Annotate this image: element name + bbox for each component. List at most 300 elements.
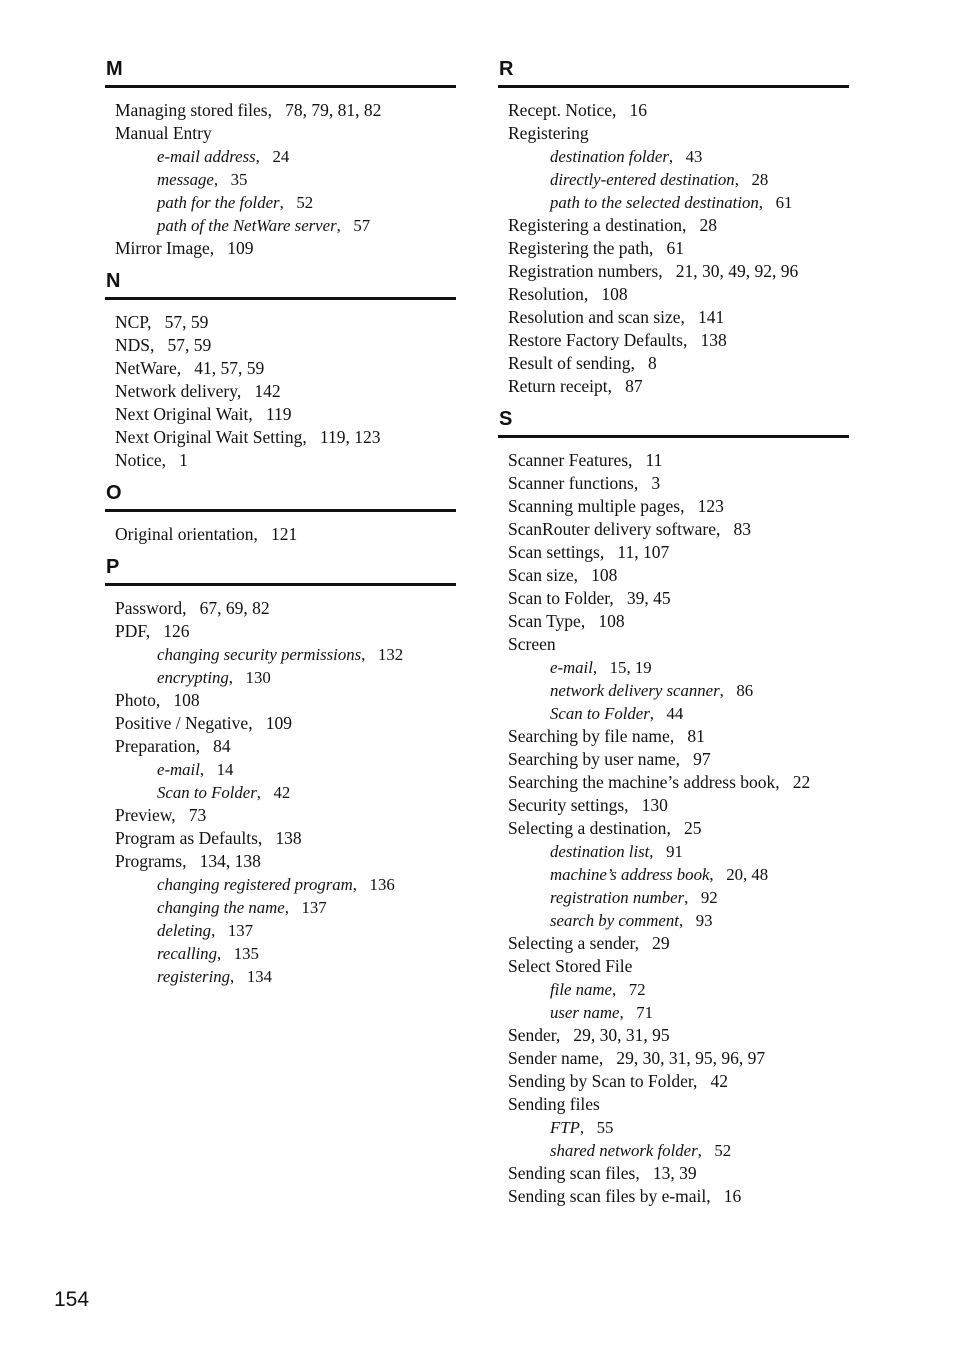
entry-page-refs: 13, 39 [652, 1163, 697, 1183]
index-entry [508, 817, 849, 840]
entry-separator: , [213, 170, 231, 189]
entry-page-refs: 35 [230, 170, 248, 189]
entry-separator: , [209, 238, 228, 258]
index-subentry [508, 145, 849, 168]
entry-separator: , [352, 875, 370, 894]
index-entry [508, 564, 849, 587]
entry-page-refs: 108 [601, 284, 628, 304]
index-entry [115, 380, 456, 403]
entry-term: changing the name [157, 898, 285, 917]
entry-separator: , [624, 795, 642, 815]
entry-term: recalling [157, 944, 217, 963]
entry-separator: , [267, 100, 286, 120]
entry-separator: , [648, 238, 667, 258]
index-entry [508, 771, 849, 794]
entry-separator: , [675, 749, 694, 769]
entry-separator: , [678, 911, 696, 930]
index-entry [508, 306, 849, 329]
index-entry [508, 518, 849, 541]
index-entry [508, 495, 849, 518]
entry-separator: , [649, 842, 667, 861]
entry-term: changing security permissions [157, 645, 362, 664]
index-entry [115, 99, 456, 122]
section-letter-heading: M [105, 58, 456, 88]
entry-term: search by comment [550, 911, 679, 930]
index-subentry [115, 666, 456, 689]
index-entry [115, 804, 456, 827]
entry-separator: , [715, 519, 734, 539]
index-subentry [508, 909, 849, 932]
entry-separator: , [628, 450, 646, 470]
entry-term: changing registered program [157, 875, 353, 894]
entry-separator: , [649, 704, 667, 723]
entry-separator: , [697, 1141, 715, 1160]
entry-page-refs: 8 [648, 353, 657, 373]
entry-separator: , [216, 944, 234, 963]
entry-page-refs: 52 [296, 193, 314, 212]
entry-separator: , [611, 100, 630, 120]
entry-separator: , [682, 215, 700, 235]
entry-term: destination list [550, 842, 650, 861]
entry-page-refs: 97 [693, 749, 711, 769]
index-entry [508, 329, 849, 352]
entry-page-refs: 138 [700, 330, 727, 350]
index-entry [508, 1070, 849, 1093]
index-subentry [508, 840, 849, 863]
index-subentry [508, 656, 849, 679]
entry-page-refs: 11 [645, 450, 663, 470]
entry-separator: , [630, 353, 648, 373]
index-entry [508, 122, 849, 145]
entry-page-refs: 42 [273, 783, 291, 802]
index-subentry [115, 214, 456, 237]
index-entry [508, 214, 849, 237]
entry-page-refs: 22 [792, 772, 811, 792]
entry-term: Password [115, 598, 183, 618]
entry-term: Notice [115, 450, 162, 470]
entry-term: Registering a destination [508, 215, 682, 235]
index-entry [508, 99, 849, 122]
entry-separator: , [579, 1118, 597, 1137]
entry-page-refs: 142 [254, 381, 281, 401]
entry-separator: , [666, 818, 684, 838]
entry-term: e-mail [157, 760, 200, 779]
index-entry [508, 794, 849, 817]
entry-separator: , [719, 681, 737, 700]
entry-separator: , [211, 921, 228, 940]
entry-term: Result of sending [508, 353, 631, 373]
entry-term: PDF [115, 621, 146, 641]
index-entry [115, 735, 456, 758]
index-entry [508, 932, 849, 955]
entry-page-refs: 43 [685, 147, 703, 166]
entry-term: Sending scan files [508, 1163, 636, 1183]
entry-term: encrypting [157, 668, 229, 687]
entry-page-refs: 29, 30, 31, 95 [573, 1025, 670, 1045]
entry-page-refs: 109 [265, 713, 292, 733]
index-entry [115, 850, 456, 873]
index-entry [115, 712, 456, 735]
index-column-right [498, 58, 849, 1218]
entry-page-refs: 108 [591, 565, 618, 585]
entry-page-refs: 28 [699, 215, 717, 235]
index-entry [508, 449, 849, 472]
index-entry [508, 1185, 849, 1208]
entry-term: NDS [115, 335, 151, 355]
entry-page-refs: 108 [598, 611, 625, 631]
index-entry [115, 449, 456, 472]
entry-separator: , [682, 330, 701, 350]
index-entry [508, 1047, 849, 1070]
index-section-n [105, 270, 456, 472]
entry-term: Security settings [508, 795, 625, 815]
entry-separator: , [182, 598, 200, 618]
index-entry [115, 311, 456, 334]
entry-term: Sender [508, 1025, 556, 1045]
entry-page-refs: 25 [683, 818, 702, 838]
entry-term: Managing stored files [115, 100, 268, 120]
index-entry-list [105, 300, 456, 472]
entry-term: Next Original Wait Setting [115, 427, 303, 447]
entry-term: Network delivery [115, 381, 237, 401]
entry-separator: , [199, 760, 217, 779]
entry-page-refs: 21, 30, 49, 92, 96 [675, 261, 799, 281]
entry-separator: , [611, 980, 629, 999]
entry-separator: , [284, 898, 302, 917]
entry-separator: , [555, 1025, 574, 1045]
entry-separator: , [182, 851, 200, 871]
entry-separator: , [607, 376, 626, 396]
entry-page-refs: 73 [188, 805, 207, 825]
index-entry [115, 357, 456, 380]
entry-term: Searching by file name [508, 726, 670, 746]
entry-separator: , [248, 404, 266, 424]
entry-separator: , [658, 261, 676, 281]
entry-term: NCP [115, 312, 148, 332]
entry-separator: , [668, 147, 686, 166]
index-subentry [115, 942, 456, 965]
entry-separator: , [302, 427, 320, 447]
entry-separator: , [155, 690, 174, 710]
index-entry [508, 352, 849, 375]
index-subentry [115, 758, 456, 781]
index-subentry [115, 781, 456, 804]
entry-page-refs: 57, 59 [167, 335, 212, 355]
entry-separator: , [619, 1003, 637, 1022]
entry-page-refs: 130 [245, 668, 271, 687]
entry-term: deleting [157, 921, 212, 940]
entry-term: Scanner functions [508, 473, 634, 493]
index-subentry [508, 978, 849, 1001]
entry-term: Preview [115, 805, 172, 825]
entry-term: e-mail [550, 658, 593, 677]
entry-term: destination folder [550, 147, 669, 166]
index-entry [115, 523, 456, 546]
index-entry [508, 955, 849, 978]
entry-separator: , [336, 216, 354, 235]
entry-term: Sender name [508, 1048, 599, 1068]
entry-term: Selecting a destination [508, 818, 667, 838]
index-entry [508, 375, 849, 398]
entry-page-refs: 44 [666, 704, 684, 723]
entry-term: Scan settings [508, 542, 600, 562]
index-entry [508, 541, 849, 564]
index-entry [508, 610, 849, 633]
entry-term: Sending by Scan to Folder [508, 1071, 693, 1091]
index-subentry [115, 919, 456, 942]
entry-separator: , [150, 335, 168, 355]
entry-page-refs: 109 [227, 238, 254, 258]
entry-term: path to the selected destination [550, 193, 759, 212]
index-entry-list [105, 88, 456, 260]
entry-term: path for the folder [157, 193, 280, 212]
entry-separator: , [171, 805, 189, 825]
entry-term: Scan to Folder [508, 588, 610, 608]
entry-page-refs: 42 [710, 1071, 728, 1091]
index-entry [508, 237, 849, 260]
entry-separator: , [255, 147, 273, 166]
entry-page-refs: 52 [714, 1141, 732, 1160]
entry-term: user name [550, 1003, 620, 1022]
entry-separator: , [257, 828, 276, 848]
entry-page-refs: 132 [377, 645, 404, 664]
entry-page-refs: 137 [301, 898, 327, 917]
entry-term: Return receipt [508, 376, 608, 396]
entry-term: Sending scan files by e-mail [508, 1186, 707, 1206]
index-section-o [105, 482, 456, 546]
entry-page-refs: 86 [736, 681, 754, 700]
index-subentry [508, 191, 849, 214]
entry-term: Restore Factory Defaults [508, 330, 683, 350]
index-entry [508, 725, 849, 748]
entry-separator: , [680, 307, 699, 327]
index-entry-list [498, 88, 849, 398]
entry-page-refs: 1 [179, 450, 188, 470]
index-entry [115, 620, 456, 643]
entry-separator: , [634, 933, 653, 953]
index-subentry [508, 1139, 849, 1162]
index-subentry [508, 679, 849, 702]
index-entry-list [105, 586, 456, 988]
entry-term: Manual Entry [115, 123, 212, 143]
entry-page-refs: 3 [651, 473, 661, 493]
section-letter-heading: O [105, 482, 456, 512]
entry-term: ScanRouter delivery software [508, 519, 716, 539]
entry-page-refs: 28 [751, 170, 769, 189]
index-entry [508, 283, 849, 306]
entry-separator: , [684, 888, 701, 907]
index-entry [508, 1162, 849, 1185]
entry-page-refs: 57 [353, 216, 371, 235]
entry-separator: , [573, 565, 592, 585]
entry-separator: , [635, 1163, 653, 1183]
entry-separator: , [734, 170, 752, 189]
index-entry [115, 597, 456, 620]
entry-term: Scan Type [508, 611, 581, 631]
entry-separator: , [598, 1048, 617, 1068]
index-subentry [508, 702, 849, 725]
index-entry [115, 237, 456, 260]
entry-separator: , [592, 658, 610, 677]
index-entry [508, 633, 849, 656]
entry-separator: , [361, 645, 378, 664]
entry-page-refs: 16 [629, 100, 647, 120]
entry-term: Recept. Notice [508, 100, 612, 120]
section-letter-heading: S [498, 408, 849, 438]
entry-page-refs: 57, 59 [164, 312, 209, 332]
index-section-m [105, 58, 456, 260]
entry-separator: , [248, 713, 266, 733]
index-entry [508, 1093, 849, 1116]
entry-term: registering [157, 967, 231, 986]
entry-separator: , [758, 193, 776, 212]
index-subentry [115, 873, 456, 896]
entry-page-refs: 67, 69, 82 [199, 598, 270, 618]
index-subentry [115, 191, 456, 214]
entry-separator: , [599, 542, 618, 562]
entry-separator: , [236, 381, 255, 401]
index-entry [508, 260, 849, 283]
entry-page-refs: 55 [596, 1118, 614, 1137]
entry-page-refs: 137 [227, 921, 254, 940]
entry-term: file name [550, 980, 612, 999]
entry-page-refs: 78, 79, 81, 82 [285, 100, 382, 120]
entry-page-refs: 119, 123 [319, 427, 381, 447]
entry-term: message [157, 170, 214, 189]
entry-term: directly-entered destination [550, 170, 735, 189]
index-entry-list [498, 438, 849, 1208]
entry-term: e-mail address [157, 147, 256, 166]
index-subentry [115, 896, 456, 919]
index-subentry [115, 643, 456, 666]
entry-term: Preparation [115, 736, 196, 756]
entry-term: Selecting a sender [508, 933, 635, 953]
page-number: 154 [54, 1288, 90, 1311]
index-section-s [498, 408, 849, 1208]
entry-page-refs: 87 [625, 376, 643, 396]
entry-term: Resolution [508, 284, 584, 304]
entry-page-refs: 41, 57, 59 [194, 358, 265, 378]
entry-page-refs: 91 [666, 842, 683, 861]
entry-term: Program as Defaults [115, 828, 258, 848]
entry-term: Searching the machine’s address book [508, 772, 776, 792]
entry-page-refs: 108 [173, 690, 200, 710]
entry-page-refs: 84 [213, 736, 231, 756]
entry-separator: , [706, 1186, 724, 1206]
entry-separator: , [279, 193, 297, 212]
entry-page-refs: 134 [246, 967, 272, 986]
index-subentry [508, 863, 849, 886]
entry-separator: , [609, 588, 627, 608]
entry-separator: , [580, 611, 599, 631]
entry-separator: , [161, 450, 180, 470]
entry-page-refs: 24 [272, 147, 290, 166]
entry-page-refs: 81 [687, 726, 705, 746]
index-entry [508, 748, 849, 771]
entry-term: Scan size [508, 565, 574, 585]
entry-separator: , [709, 865, 727, 884]
index-entry [115, 689, 456, 712]
entry-term: Scan to Folder [550, 704, 650, 723]
entry-separator: , [253, 524, 272, 544]
entry-term: Registering [508, 123, 589, 143]
entry-page-refs: 135 [233, 944, 259, 963]
entry-term: Next Original Wait [115, 404, 249, 424]
entry-page-refs: 138 [275, 828, 302, 848]
entry-term: Registering the path [508, 238, 649, 258]
entry-separator: , [145, 621, 164, 641]
entry-separator: , [176, 358, 195, 378]
entry-term: shared network folder [550, 1141, 698, 1160]
entry-separator: , [633, 473, 652, 493]
entry-term: Searching by user name [508, 749, 676, 769]
entry-page-refs: 29 [652, 933, 670, 953]
index-entry [115, 334, 456, 357]
index-subentry [508, 1116, 849, 1139]
index-column-left [105, 58, 456, 998]
entry-separator: , [775, 772, 793, 792]
entry-page-refs: 93 [695, 911, 713, 930]
entry-page-refs: 29, 30, 31, 95, 96, 97 [616, 1048, 766, 1068]
entry-separator: , [195, 736, 214, 756]
entry-page-refs: 20, 48 [726, 865, 769, 884]
entry-page-refs: 141 [698, 307, 725, 327]
entry-term: Original orientation [115, 524, 254, 544]
entry-term: path of the NetWare server [157, 216, 337, 235]
entry-page-refs: 14 [216, 760, 234, 779]
index-entry [508, 587, 849, 610]
entry-term: Photo [115, 690, 156, 710]
entry-separator: , [669, 726, 688, 746]
index-entry [115, 827, 456, 850]
entry-page-refs: 61 [775, 193, 793, 212]
index-entry [508, 472, 849, 495]
entry-separator: , [583, 284, 602, 304]
entry-term: Positive / Negative [115, 713, 249, 733]
entry-page-refs: 71 [636, 1003, 654, 1022]
index-subentry [115, 145, 456, 168]
index-entry [115, 426, 456, 449]
entry-page-refs: 83 [733, 519, 751, 539]
entry-page-refs: 16 [723, 1186, 742, 1206]
entry-term: Scanner Features [508, 450, 629, 470]
entry-page-refs: 134, 138 [199, 851, 261, 871]
section-letter-heading: N [105, 270, 456, 300]
entry-page-refs: 61 [666, 238, 684, 258]
entry-term: Scan to Folder [157, 783, 257, 802]
entry-page-refs: 123 [697, 496, 724, 516]
entry-page-refs: 126 [163, 621, 190, 641]
entry-separator: , [680, 496, 698, 516]
entry-term: Mirror Image [115, 238, 210, 258]
entry-page-refs: 11, 107 [617, 542, 670, 562]
index-entry [115, 403, 456, 426]
section-letter-heading: P [105, 556, 456, 586]
entry-separator: , [692, 1071, 711, 1091]
entry-term: Resolution and scan size [508, 307, 681, 327]
entry-page-refs: 136 [369, 875, 395, 894]
entry-term: Sending files [508, 1094, 600, 1114]
index-subentry [508, 886, 849, 909]
entry-separator: , [256, 783, 274, 802]
entry-page-refs: 15, 19 [609, 658, 652, 677]
entry-term: FTP [550, 1118, 580, 1137]
entry-term: network delivery scanner [550, 681, 720, 700]
entry-term: Programs [115, 851, 183, 871]
entry-term: Scanning multiple pages [508, 496, 681, 516]
entry-term: Registration numbers [508, 261, 659, 281]
entry-separator: , [147, 312, 165, 332]
